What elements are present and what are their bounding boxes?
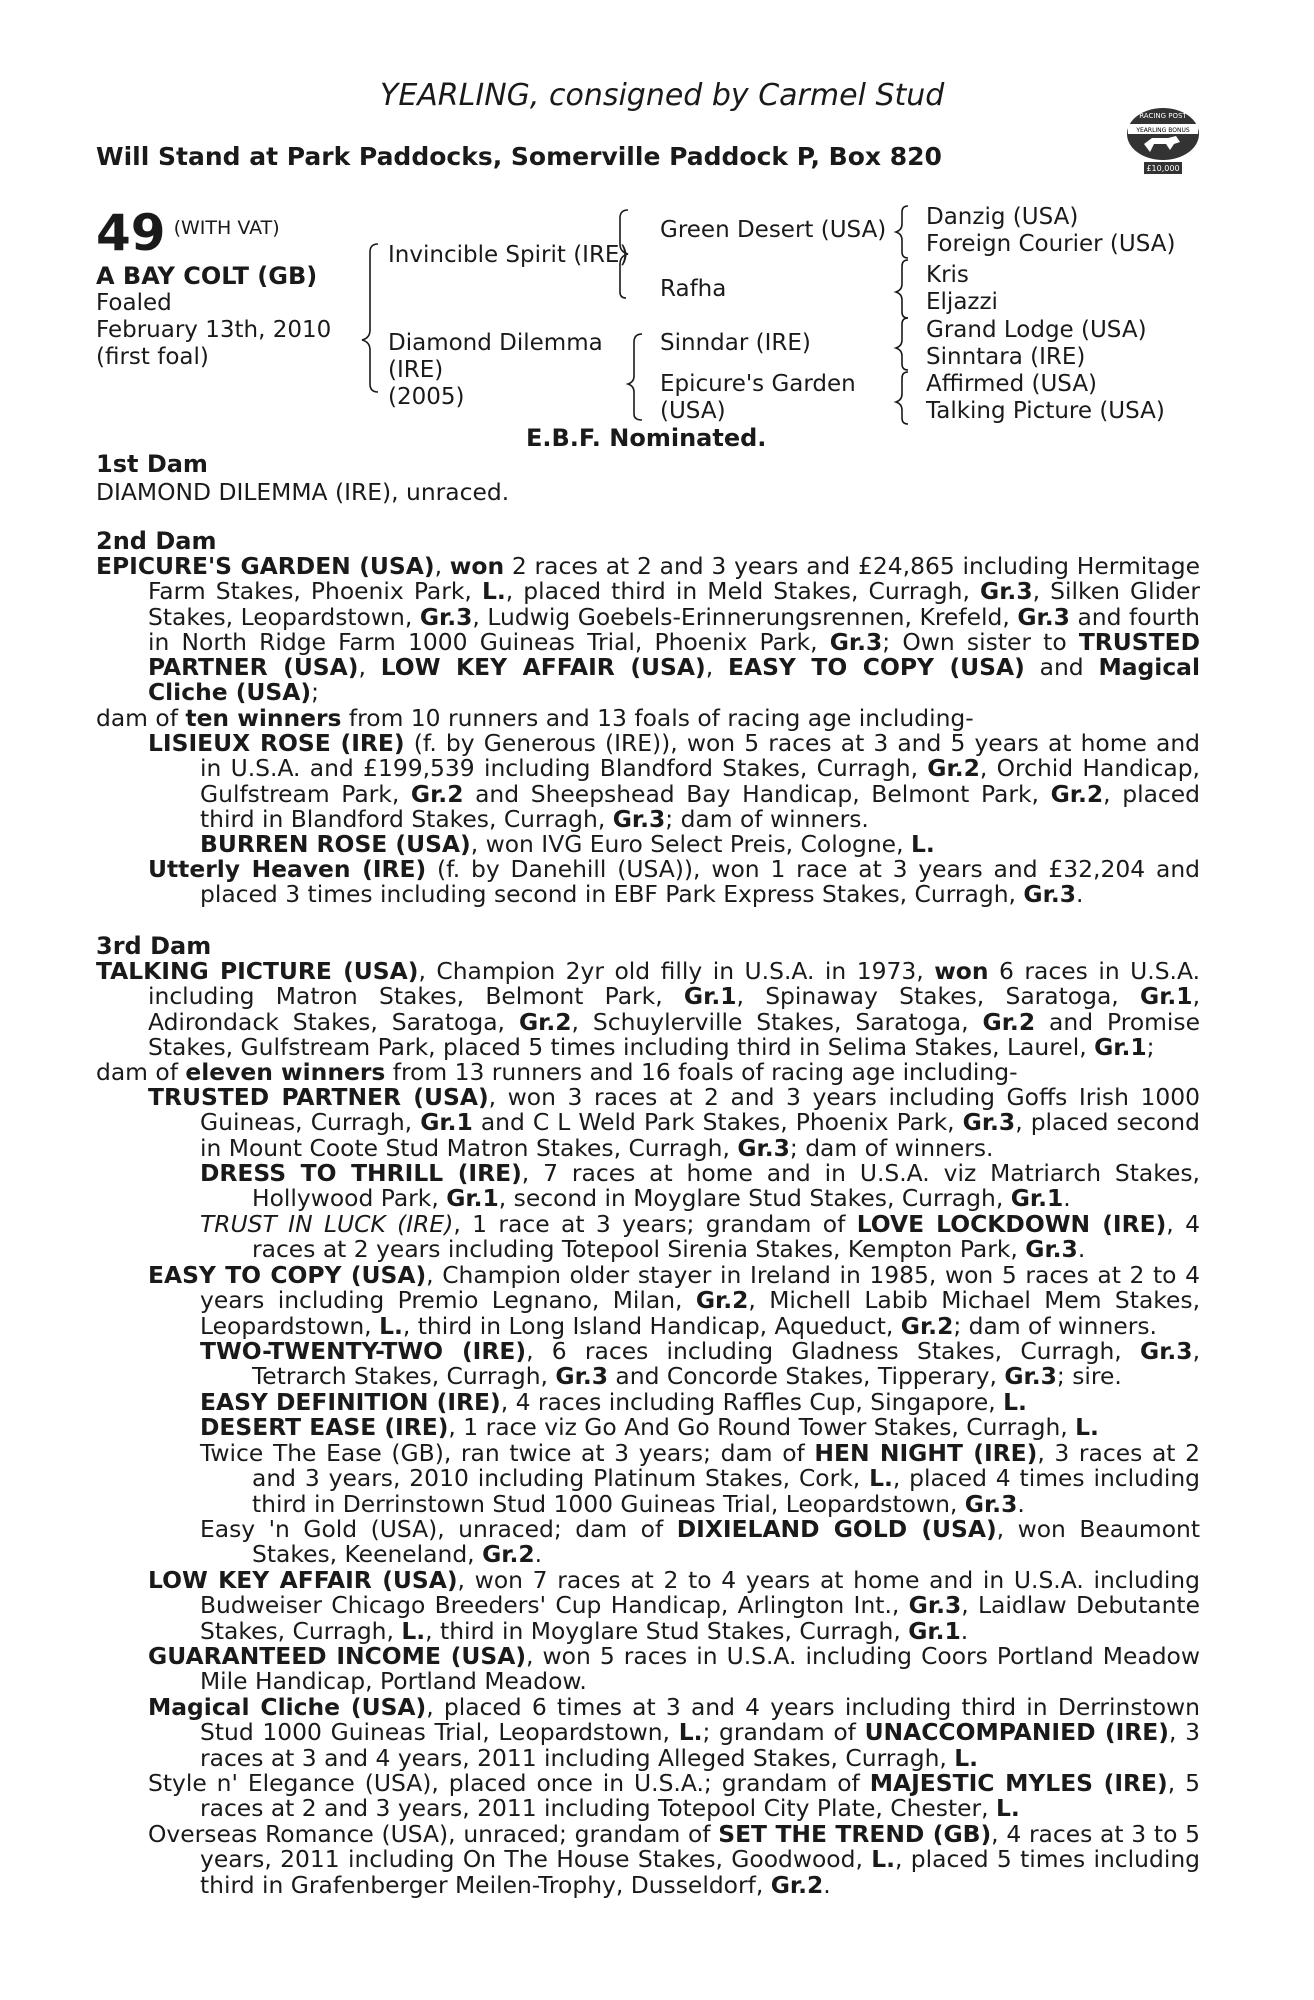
pedigree-dam-dam-line1: Epicure's Garden: [660, 371, 856, 397]
produce-easy-definition: EASY DEFINITION (IRE), 4 races including Raffles Cup, Singapore, L.: [200, 1388, 1027, 1416]
produce-trust-in-luck: TRUST IN LUCK (IRE), 1 race at 3 years; grandam of LOVE LOCKDOWN (IRE), 4 races at 2 years including Totepool Sirenia Stakes, Kempton Park, Gr.3.: [200, 1210, 1200, 1264]
pedigree-ddd: Talking Picture (USA): [926, 398, 1165, 424]
pedigree-sss: Danzig (USA): [926, 204, 1079, 230]
produce-low-key-affair: LOW KEY AFFAIR (USA), won 7 races at 2 to 4 years at home and in U.S.A. including Budweiser Chicago Breeders' Cup Handicap, Arlington Int., Gr.3, Laidlaw Debutante Stakes, Curragh, L., third in Moyglare Stud Stakes, Curragh, Gr.1.: [148, 1566, 1200, 1645]
pedigree-dam-line3: (2005): [388, 384, 465, 410]
produce-two-twenty-two: TWO-TWENTY-TWO (IRE), 6 races including Gladness Stakes, Curragh, Gr.3, Tetrarch Stakes, Curragh, Gr.3 and Concorde Stakes, Tipperary, Gr.3; sire.: [200, 1337, 1200, 1391]
horse-name: A BAY COLT (GB): [96, 262, 318, 290]
badge-mid-text: YEARLING BONUS: [1136, 127, 1190, 134]
produce-overseas-romance: Overseas Romance (USA), unraced; grandam of SET THE TREND (GB), 4 races at 3 to 5 years, 2011 including On The House Stakes, Goodwood, L., placed 5 times including third in Grafenberger Meilen-Trophy, Dusseldorf, Gr.2.: [148, 1820, 1200, 1899]
pedigree-dam-line1: Diamond Dilemma: [388, 330, 603, 356]
third-dam-produce-summary: dam of eleven winners from 13 runners and 16 foals of racing age including-: [96, 1058, 1018, 1086]
produce-easy-n-gold: Easy 'n Gold (USA), unraced; dam of DIXIELAND GOLD (USA), won Beaumont Stakes, Keeneland, Gr.2.: [200, 1515, 1201, 1569]
foaled-label: Foaled: [96, 290, 172, 316]
pedigree-dsd: Sinntara (IRE): [926, 344, 1086, 370]
pedigree-dss: Grand Lodge (USA): [926, 317, 1147, 343]
third-dam-entry: TALKING PICTURE (USA), Champion 2yr old filly in U.S.A. in 1973, won 6 races in U.S.A. including Matron Stakes, Belmont Park, Gr.1, Spinaway Stakes, Saratoga, Gr.1, Adirondack Stakes, Saratoga, Gr.2, Schuylerville Stakes, Saratoga, Gr.2 and Promise Stakes, Gulfstream Park, placed 5 times including third in Selima Stakes, Laurel, Gr.1;: [96, 957, 1201, 1061]
pedigree-dam-line2: (IRE): [388, 357, 444, 383]
badge-bottom-text: £10,000: [1146, 164, 1180, 173]
foal-note: (first foal): [96, 344, 209, 370]
pedigree-sire-dam: Rafha: [660, 276, 727, 302]
second-dam-produce-summary: dam of ten winners from 10 runners and 13 foals of racing age including-: [96, 704, 974, 732]
produce-guaranteed-income: GUARANTEED INCOME (USA), won 5 races in U.S.A. including Coors Portland Meadow Mile Handicap, Portland Meadow.: [148, 1642, 1200, 1696]
pedigree-sire-sire: Green Desert (USA): [660, 217, 887, 243]
badge-top-text: RACING POST: [1139, 112, 1187, 120]
second-dam-heading: 2nd Dam: [96, 527, 217, 555]
lot-number: 49: [96, 204, 166, 262]
ebf-nominated: E.B.F. Nominated.: [526, 424, 767, 452]
produce-utterly-heaven: Utterly Heaven (IRE) (f. by Danehill (USA)), won 1 race at 3 years and £32,204 and placed 3 times including second in EBF Park Express Stakes, Curragh, Gr.3.: [148, 855, 1200, 909]
stand-location: Will Stand at Park Paddocks, Somerville Paddock P, Box 820: [96, 142, 942, 171]
pedigree-sdd: Eljazzi: [926, 289, 998, 315]
second-dam-entry: EPICURE'S GARDEN (USA), won 2 races at 2 and 3 years and £24,865 including Hermitage Farm Stakes, Phoenix Park, L., placed third in Meld Stakes, Curragh, Gr.3, Silken Glider Stakes, Leopardstown, Gr.3, Ludwig Goebels-Erinnerungsrennen, Krefeld, Gr.3 and fourth in North Ridge Farm 1000 Guineas Trial, Phoenix Park, Gr.3; Own sister to TRUSTED PARTNER (USA), LOW KEY AFFAIR (USA), EASY TO COPY (USA) and Magical Cliche (USA);: [96, 552, 1201, 707]
produce-style-n-elegance: Style n' Elegance (USA), placed once in U.S.A.; grandam of MAJESTIC MYLES (IRE), 5 races at 2 and 3 years, 2011 including Totepool City Plate, Chester, L.: [148, 1769, 1200, 1823]
produce-twice-the-ease: Twice The Ease (GB), ran twice at 3 years; dam of HEN NIGHT (IRE), 3 races at 2 and 3 years, 2010 including Platinum Stakes, Cork, L., placed 4 times including third in Derrinstown Stud 1000 Guineas Trial, Leopardstown, Gr.3.: [200, 1439, 1200, 1518]
third-dam-heading: 3rd Dam: [96, 932, 212, 960]
vat-note: (WITH VAT): [173, 217, 280, 239]
pedigree-dam-dam-line2: (USA): [660, 398, 726, 424]
pedigree-ssd: Foreign Courier (USA): [926, 231, 1176, 257]
foaled-date: February 13th, 2010: [96, 317, 332, 343]
pedigree-braces: [0, 0, 1314, 440]
produce-easy-to-copy: EASY TO COPY (USA), Champion older stayer in Ireland in 1985, won 5 races at 2 to 4 years including Premio Legnano, Milan, Gr.2, Michell Labib Michael Mem Stakes, Leopardstown, L., third in Long Island Handicap, Aqueduct, Gr.2; dam of winners.: [148, 1261, 1200, 1340]
pedigree-sire: Invincible Spirit (IRE): [388, 242, 629, 268]
pedigree-dds: Affirmed (USA): [926, 371, 1098, 397]
pedigree-dam-sire: Sinndar (IRE): [660, 330, 811, 356]
produce-magical-cliche: Magical Cliche (USA), placed 6 times at 3 and 4 years including third in Derrinstown Stud 1000 Guineas Trial, Leopardstown, L.; grandam of UNACCOMPANIED (IRE), 3 races at 3 and 4 years, 2011 including Alleged Stakes, Curragh, L.: [148, 1693, 1200, 1772]
pedigree-sds: Kris: [926, 262, 969, 288]
consignment-title: YEARLING, consigned by Carmel Stud: [380, 78, 945, 113]
produce-burren-rose: BURREN ROSE (USA), won IVG Euro Select Preis, Cologne, L.: [200, 830, 935, 858]
produce-lisieux-rose: LISIEUX ROSE (IRE) (f. by Generous (IRE)), won 5 races at 3 and 5 years at home and in U.S.A. and £199,539 including Blandford Stakes, Curragh, Gr.2, Orchid Handicap, Gulfstream Park, Gr.2 and Sheepshead Bay Handicap, Belmont Park, Gr.2, placed third in Blandford Stakes, Curragh, Gr.3; dam of winners.: [148, 729, 1201, 833]
produce-dress-to-thrill: DRESS TO THRILL (IRE), 7 races at home and in U.S.A. viz Matriarch Stakes, Hollywood Park, Gr.1, second in Moyglare Stud Stakes, Curragh, Gr.1.: [200, 1159, 1200, 1213]
first-dam-text: DIAMOND DILEMMA (IRE), unraced.: [96, 478, 510, 506]
first-dam-heading: 1st Dam: [96, 450, 208, 478]
produce-trusted-partner: TRUSTED PARTNER (USA), won 3 races at 2 and 3 years including Goffs Irish 1000 Guineas, Curragh, Gr.1 and C L Weld Park Stakes, Phoenix Park, Gr.3, placed second in Mount Coote Stud Matron Stakes, Curragh, Gr.3; dam of winners.: [148, 1083, 1200, 1162]
produce-desert-ease: DESERT EASE (IRE), 1 race viz Go And Go Round Tower Stakes, Curragh, L.: [200, 1413, 1099, 1441]
